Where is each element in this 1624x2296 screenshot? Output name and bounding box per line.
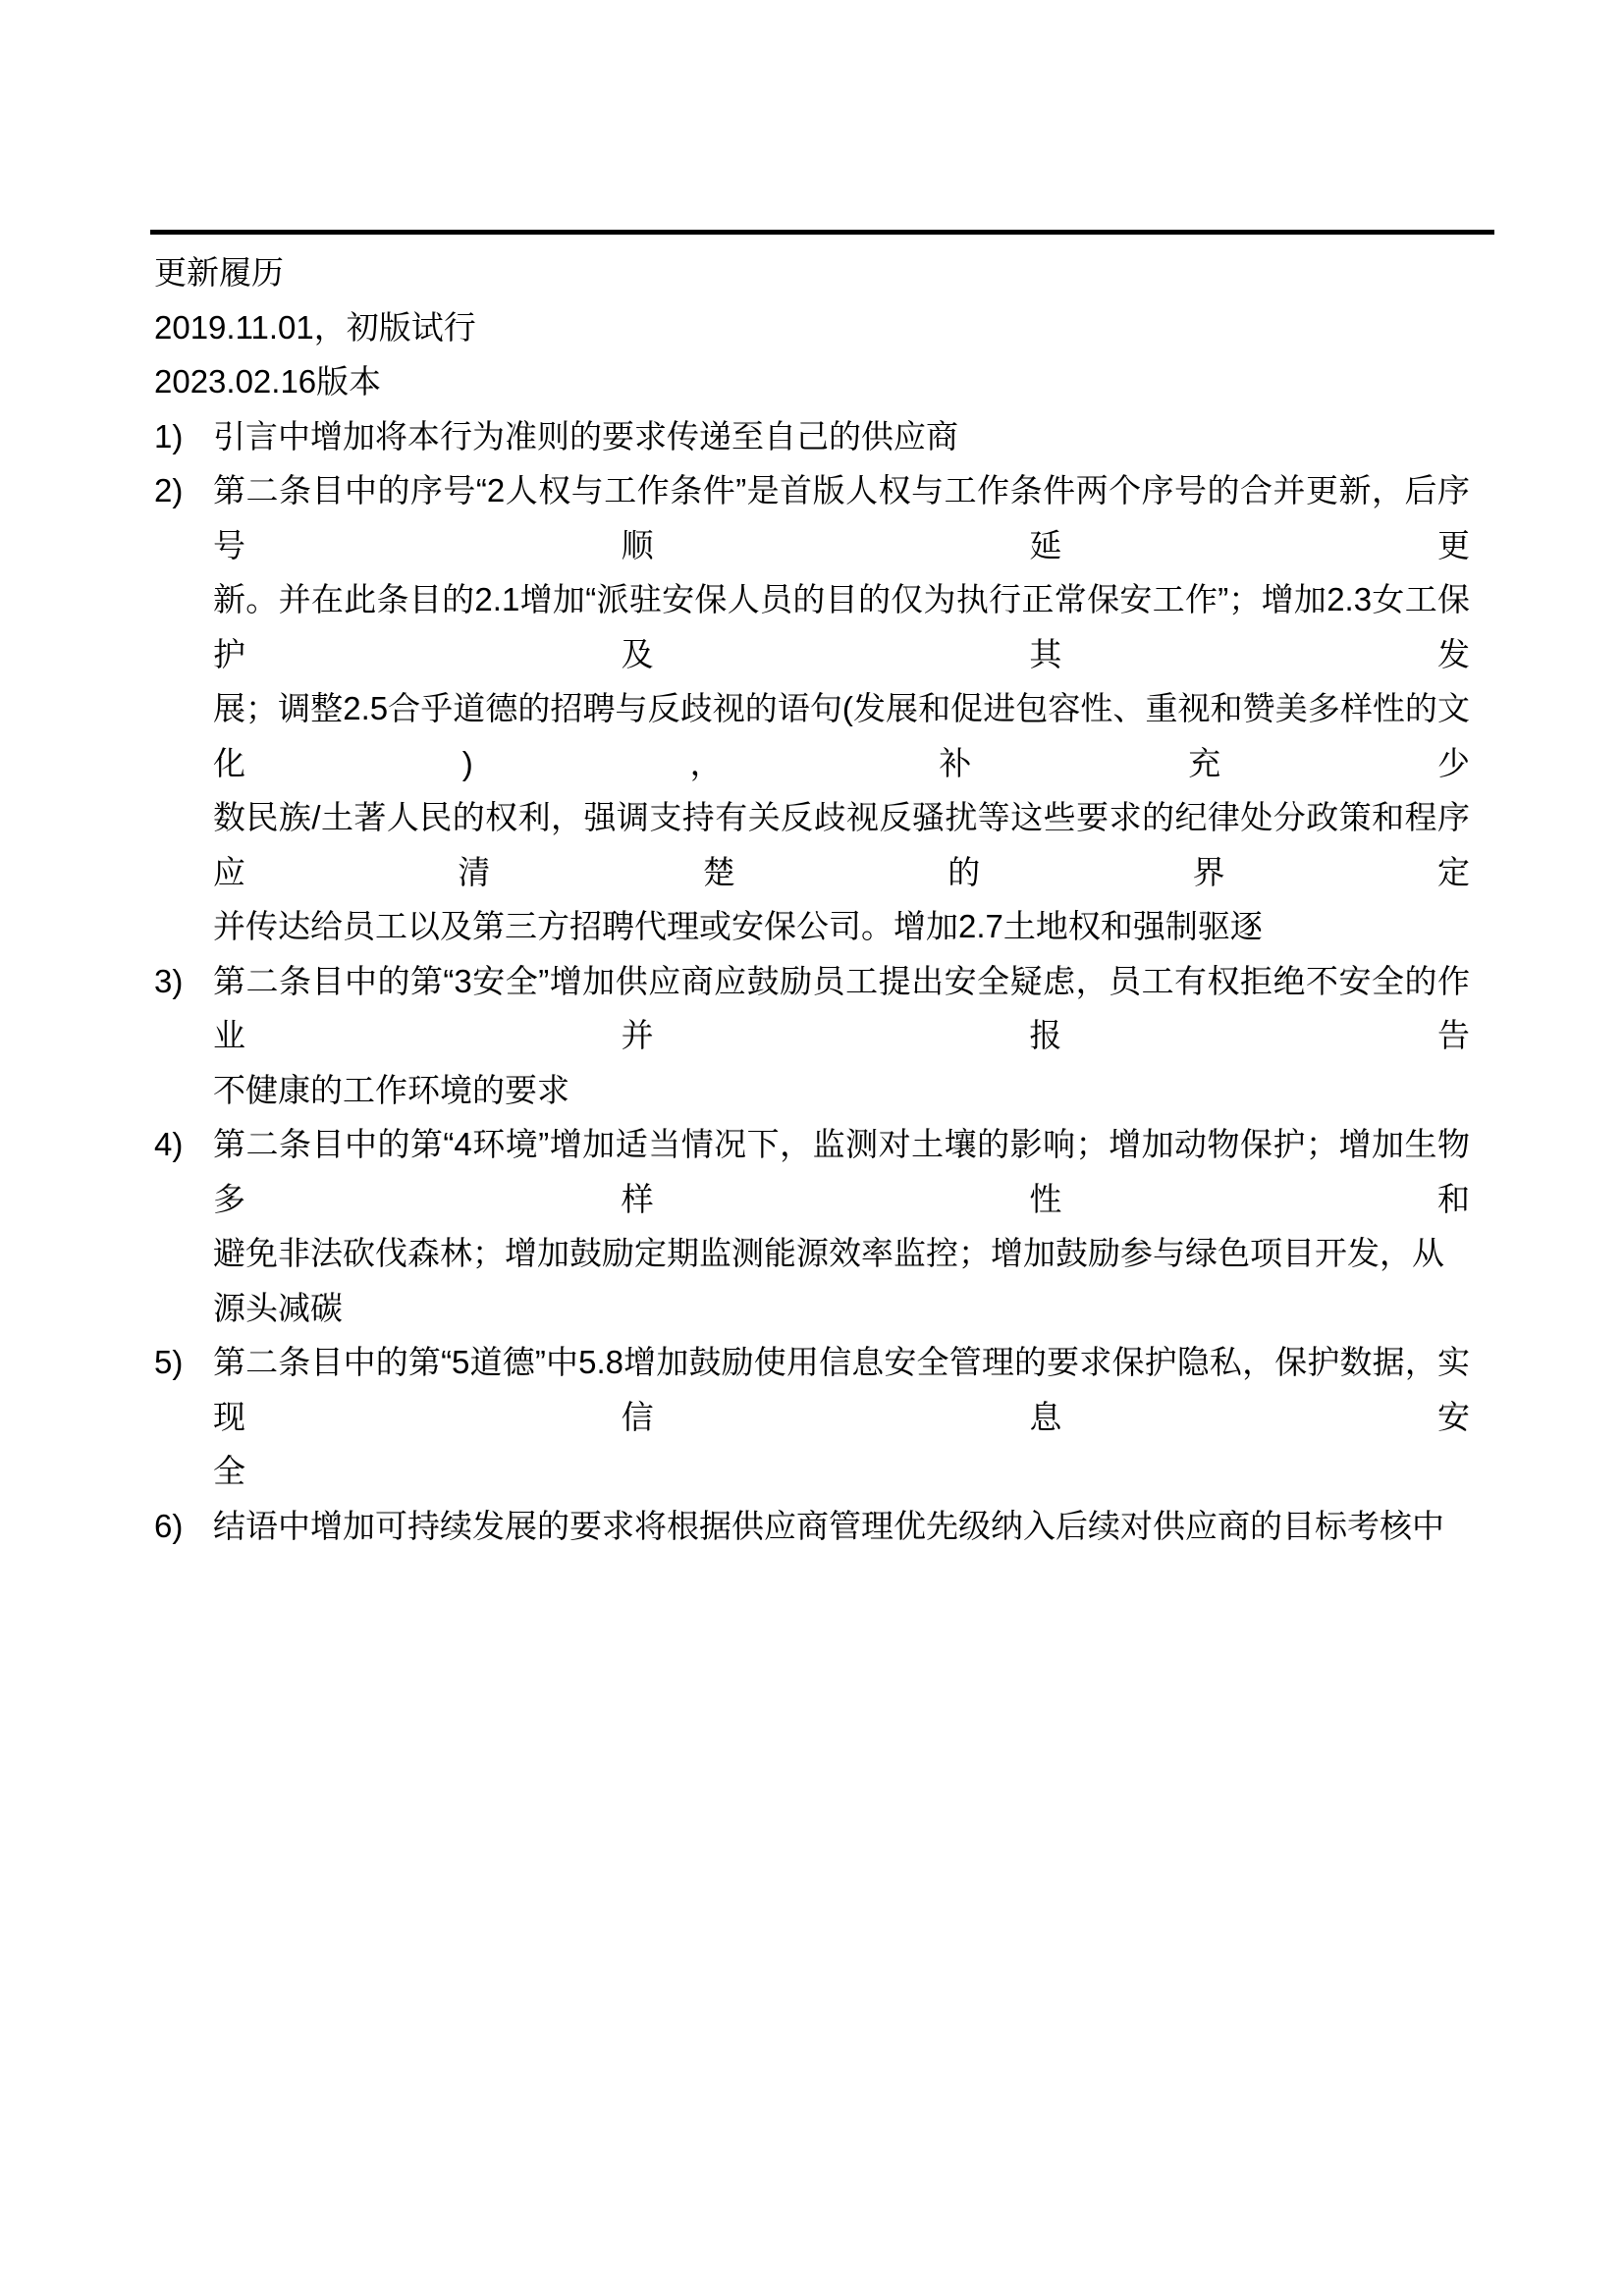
list-item-marker: 2) bbox=[154, 472, 184, 508]
list-item bbox=[154, 954, 1470, 1118]
list-item bbox=[154, 409, 1470, 464]
list-item-line: 数民族/土著人民的权利，强调支持有关反歧视反骚扰等这些要求的纪律处分政策和程序应清楚的界定 bbox=[213, 799, 1470, 890]
list-item-line: 引言中增加将本行为准则的要求传递至自己的供应商 bbox=[213, 417, 958, 454]
list-item-line: 新。并在此条目的2.1增加“派驻安保人员的目的仅为执行正常保安工作”；增加2.3女工保护及其发 bbox=[213, 581, 1470, 672]
header-rule bbox=[150, 230, 1494, 235]
list-item-body bbox=[213, 1335, 1470, 1499]
list-item-line: 全 bbox=[213, 1453, 245, 1489]
list-item-marker: 5) bbox=[154, 1344, 184, 1380]
list-item-line: 避免非法砍伐森林；增加鼓励定期监测能源效率监控；增加鼓励参与绿色项目开发，从源头减碳 bbox=[213, 1235, 1444, 1326]
list-item-body bbox=[213, 954, 1470, 1118]
list-item-marker: 1) bbox=[154, 417, 184, 454]
list-item-line: 第二条目中的第“5道德”中5.8增加鼓励使用信息安全管理的要求保护隐私，保护数据，实现信息安 bbox=[213, 1344, 1470, 1435]
list-item-marker: 3) bbox=[154, 962, 184, 999]
list-item-body bbox=[213, 463, 1470, 954]
list-item-line: 并传达给员工以及第三方招聘代理或安保公司。增加2.7土地权和强制驱逐 bbox=[213, 908, 1263, 944]
list-item-marker: 4) bbox=[154, 1126, 184, 1162]
list-item-body bbox=[213, 1117, 1470, 1335]
list-item bbox=[154, 1117, 1470, 1335]
list-item-line: 第二条目中的序号“2人权与工作条件”是首版人权与工作条件两个序号的合并更新，后序号顺延更 bbox=[213, 472, 1470, 563]
document-content bbox=[154, 245, 1470, 1553]
list-item-body bbox=[213, 409, 1470, 464]
history-line-version: 2023.02.16版本 bbox=[154, 363, 382, 400]
change-list bbox=[154, 409, 1470, 1554]
list-item-line: 不健康的工作环境的要求 bbox=[213, 1071, 569, 1108]
list-item bbox=[154, 1499, 1470, 1554]
list-item bbox=[154, 463, 1470, 954]
page-title: 更新履历 bbox=[154, 254, 284, 291]
list-item-marker: 6) bbox=[154, 1507, 184, 1544]
list-item-line: 第二条目中的第“3安全”增加供应商应鼓励员工提出安全疑虑，员工有权拒绝不安全的作业并报告 bbox=[213, 962, 1470, 1053]
list-item bbox=[154, 1335, 1470, 1499]
list-item-line: 结语中增加可持续发展的要求将根据供应商管理优先级纳入后续对供应商的目标考核中 bbox=[213, 1507, 1444, 1544]
history-line-initial: 2019.11.01，初版试行 bbox=[154, 308, 476, 346]
list-item-line: 第二条目中的第“4环境”增加适当情况下，监测对土壤的影响；增加动物保护；增加生物多样性和 bbox=[213, 1126, 1470, 1217]
list-item-line: 展；调整2.5合乎道德的招聘与反歧视的语句(发展和促进包容性、重视和赞美多样性的文化)，补充少 bbox=[213, 690, 1470, 781]
list-item-body bbox=[213, 1499, 1470, 1554]
